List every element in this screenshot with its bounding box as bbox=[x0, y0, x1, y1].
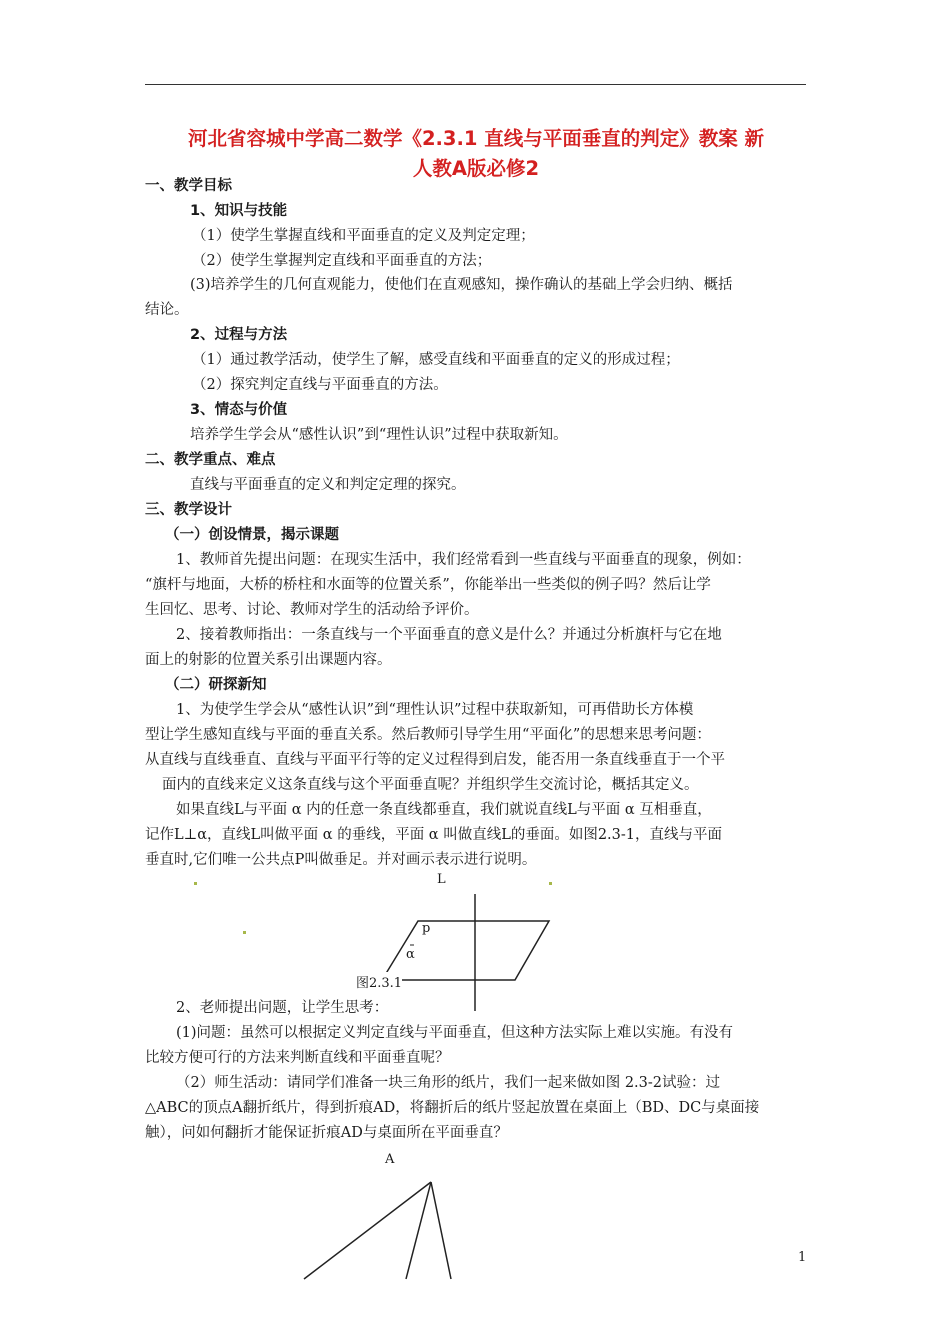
triangle-edge-AB bbox=[304, 1182, 431, 1279]
part2-paragraph2-line3: 垂直时,它们唯一公共点P叫做垂足。并对画示表示进行说明。 bbox=[145, 852, 537, 868]
heading-process-methods: 2、过程与方法 bbox=[190, 327, 288, 343]
question2-line1: （2）师生活动：请同学们准备一块三角形的纸片，我们一起来做如图 2.3-2试验：过 bbox=[176, 1075, 721, 1091]
question1-line1: (1)问题：虽然可以根据定义判定直线与平面垂直，但这种方法实际上难以实施。有没有 bbox=[176, 1025, 734, 1041]
document-title-line1: 河北省容城中学高二数学《2.3.1 直线与平面垂直的判定》教案 新 bbox=[187, 127, 765, 150]
part1-paragraph1-line1: 1、教师首先提出问题：在现实生活中，我们经常看到一些直线与平面垂直的现象，例如： bbox=[176, 552, 751, 568]
question1-line2: 比较方便可行的方法来判断直线和平面垂直呢？ bbox=[145, 1050, 450, 1066]
knowledge-item-3-line1: (3)培养学生的几何直观能力，使他们在直观感知，操作确认的基础上学会归纳、概括 bbox=[190, 277, 733, 293]
figure1-caption: 图2.3.1 bbox=[356, 972, 402, 991]
page-number: 1 bbox=[798, 1250, 807, 1265]
heading-teaching-goals: 一、教学目标 bbox=[145, 178, 232, 194]
knowledge-item-2: （2）使学生掌握判定直线和平面垂直的方法； bbox=[192, 253, 492, 269]
part2-paragraph1-line4: 面内的直线来定义这条直线与这个平面垂直呢？并组织学生交流讨论，概括其定义。 bbox=[162, 777, 699, 793]
process-item-1: （1）通过教学活动，使学生了解，感受直线和平面垂直的定义的形成过程； bbox=[192, 352, 680, 368]
knowledge-item-3-line2: 结论。 bbox=[145, 302, 189, 318]
figure1-label-L: L bbox=[437, 872, 446, 887]
document-title-line2: 人教A版必修2 bbox=[412, 157, 540, 180]
heading-emotion-values: 3、情态与价值 bbox=[190, 402, 288, 418]
process-item-2: （2）探究判定直线与平面垂直的方法。 bbox=[192, 377, 448, 393]
part2-paragraph1-line2: 型让学生感知直线与平面的垂直关系。然后教师引导学生用“平面化”的思想来思考问题： bbox=[145, 727, 711, 743]
part2-paragraph2-line2: 记作L⊥α，直线L叫做平面 α 的垂线，平面 α 叫做直线L的垂面。如图2.3-1，直线与平面 bbox=[145, 827, 723, 843]
key-points-text: 直线与平面垂直的定义和判定定理的探究。 bbox=[190, 477, 466, 493]
knowledge-item-1: （1）使学生掌握直线和平面垂直的定义及判定定理； bbox=[192, 228, 535, 244]
triangle-fold-line-AD bbox=[406, 1182, 431, 1279]
heading-teaching-design: 三、教学设计 bbox=[145, 502, 232, 518]
question2-line2: △ABC的顶点A翻折纸片，得到折痕AD，将翻折后的纸片竖起放置在桌面上（BD、DC与桌面接 bbox=[145, 1100, 760, 1116]
heading-part1: （一）创设情景，揭示课题 bbox=[165, 527, 339, 543]
part2-paragraph1-line1: 1、为使学生学会从“感性认识”到“理性认识”过程中获取新知，可再借助长方体模 bbox=[176, 702, 694, 718]
part1-paragraph1-line2: “旗杆与地面，大桥的桥柱和水面等的位置关系”，你能举出一些类似的例子吗？然后让学 bbox=[145, 577, 711, 593]
figure1-label-p: p bbox=[422, 921, 431, 936]
question2-line3: 触），问如何翻折才能保证折痕AD与桌面所在平面垂直？ bbox=[145, 1125, 508, 1141]
question-intro: 2、老师提出问题，让学生思考： bbox=[176, 1000, 389, 1016]
part1-paragraph2-line2: 面上的射影的位置关系引出课题内容。 bbox=[145, 652, 392, 668]
figure1-label-alpha: α bbox=[406, 947, 415, 962]
part1-paragraph2-line1: 2、接着教师指出：一条直线与一个平面垂直的意义是什么？并通过分析旗杆与它在地 bbox=[176, 627, 722, 643]
heading-knowledge-skills: 1、知识与技能 bbox=[190, 203, 288, 219]
emotion-item-1: 培养学生学会从“感性认识”到“理性认识”过程中获取新知。 bbox=[190, 427, 568, 443]
part2-paragraph1-line3: 从直线与直线垂直、直线与平面平行等的定义过程得到启发，能否用一条直线垂直于一个平 bbox=[145, 752, 725, 768]
triangle-edge-AC bbox=[431, 1182, 451, 1279]
part2-paragraph2-line1: 如果直线L与平面 α 内的任意一条直线都垂直，我们就说直线L与平面 α 互相垂直， bbox=[176, 802, 712, 818]
heading-part2: （二）研探新知 bbox=[165, 677, 267, 693]
part1-paragraph1-line3: 生回忆、思考、讨论、教师对学生的活动给予评价。 bbox=[145, 602, 479, 618]
heading-key-points: 二、教学重点、难点 bbox=[145, 452, 276, 468]
figure2-label-A: A bbox=[385, 1152, 395, 1167]
